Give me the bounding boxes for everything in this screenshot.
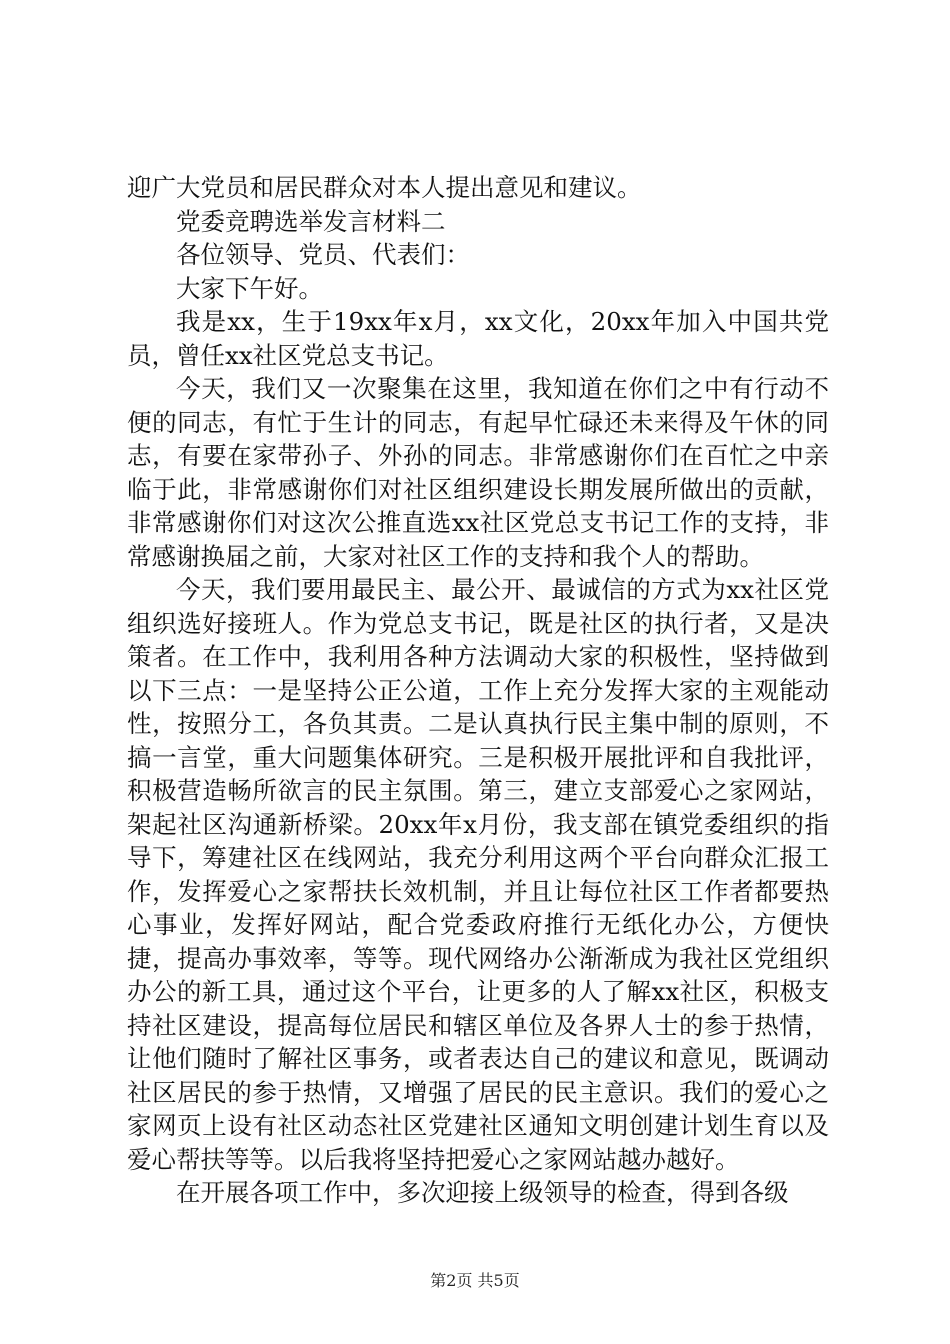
paragraph: 在开展各项工作中，多次迎接上级领导的检查，得到各级 — [176, 1178, 789, 1207]
page-number: 第2页 共5页 — [430, 1271, 520, 1290]
greeting: 大家下午好。 — [176, 273, 323, 303]
salutation: 各位领导、党员、代表们： — [176, 240, 470, 269]
paragraph: 今天，我们又一次聚集在这里，我知道在你们之中有行动不便的同志，有忙于生计的同志，有起早忙碌还未来得及午休的同志，有要在家带孙子、外孙的同志。非常感谢你们在百忙之中亲临于此，非常感谢你们对社区组织建设长期发展所做出的贡献，非常感谢你们对这次公推直选xx社区党总支书记工作的支持，非常感谢换届之前，大家对社区工作的支持和我个人的帮助。 — [127, 374, 829, 571]
paragraph: 我是xx，生于19xx年x月，xx文化，20xx年加入中国共党员，曾任xx社区党总支书记。 — [127, 307, 829, 370]
paragraph: 今天，我们要用最民主、最公开、最诚信的方式为xx社区党组织选好接班人。作为党总支书记，既是社区的执行者，又是决策者。在工作中，我利用各种方法调动大家的积极性，坚持做到以下三点：一是坚持公正公道，工作上充分发挥大家的主观能动性，按照分工，各负其责。二是认真执行民主集中制的原则，不搞一言堂，重大问题集体研究。三是积极开展批评和自我批评，积极营造畅所欲言的民主氛围。第三，建立支部爱心之家网站，架起社区沟通新桥梁。20xx年x月份，我支部在镇党委组织的指导下，筹建社区在线网站，我充分利用这两个平台向群众汇报工作，发挥爱心之家帮扶长效机制，并且让每位社区工作者都要热心事业，发挥好网站，配合党委政府推行无纸化办公，方便快捷，提高办事效率，等等。现代网络办公渐渐成为我社区党组织办公的新工具，通过这个平台，让更多的人了解xx社区，积极支持社区建设，提高每位居民和辖区单位及各界人士的参于热情，让他们随时了解社区事务，或者表达自己的建议和意见，既调动社区居民的参于热情，又增强了居民的民主意识。我们的爱心之家网页上设有社区动态社区党建社区通知文明创建计划生育以及爱心帮扶等等。以后我将坚持把爱心之家网站越办越好。 — [127, 575, 829, 1174]
paragraph: 迎广大党员和居民群众对本人提出意见和建议。 — [127, 173, 642, 202]
document-title: 党委竞聘选举发言材料二 — [176, 206, 446, 236]
page-footer — [0, 1268, 950, 1291]
document-body — [127, 171, 829, 1210]
